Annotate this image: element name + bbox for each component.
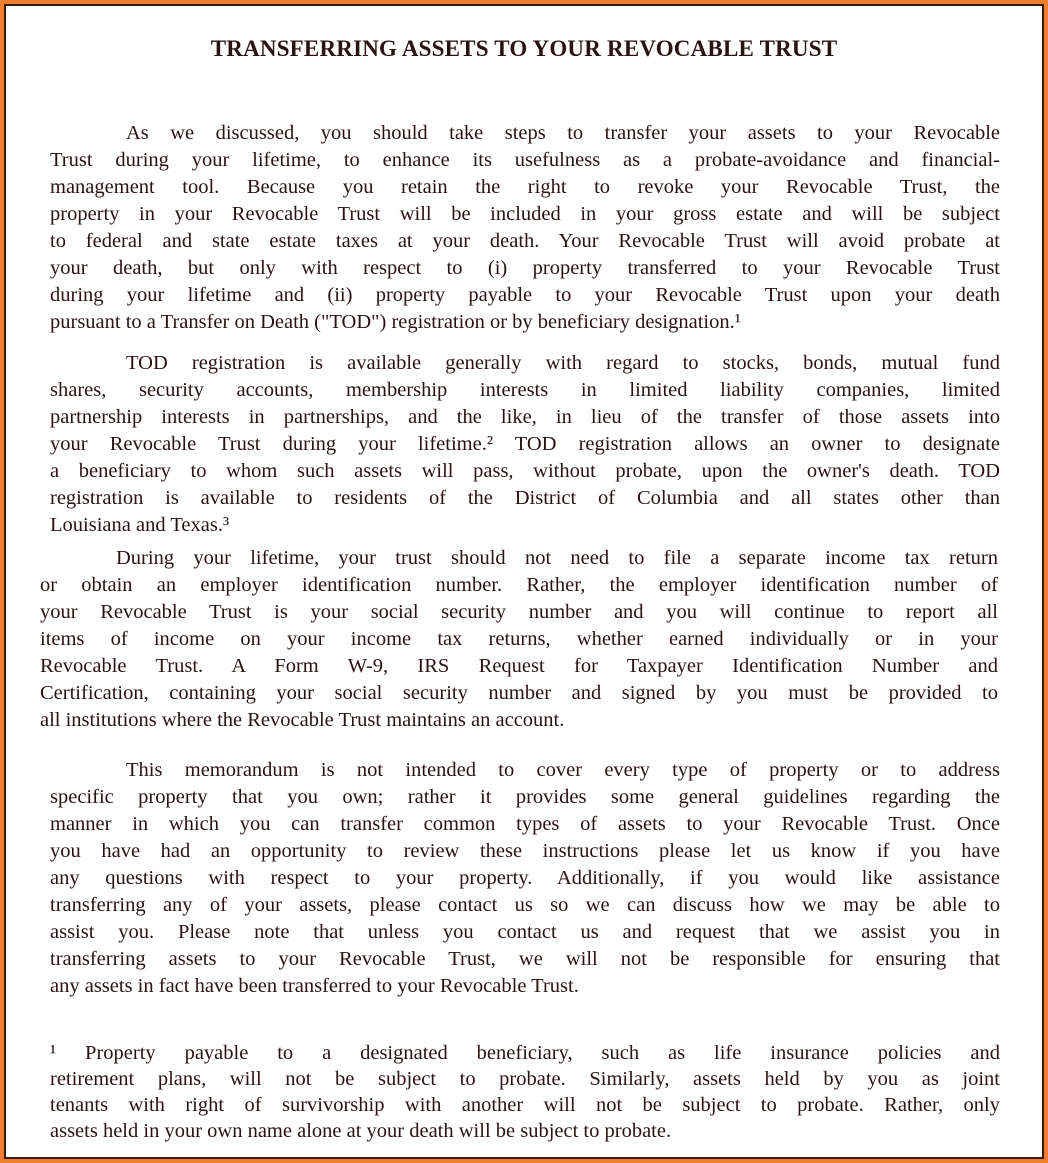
text-line: partnership interests in partnerships, and the like, in lieu of the transfer of those assets into <box>50 406 1000 428</box>
text-line: Certification, containing your social security number and signed by you must be provided to <box>40 682 998 704</box>
text-line: assist you. Please note that unless you contact us and request that we assist you in <box>50 921 1000 943</box>
text-line: Louisiana and Texas.³ <box>50 514 230 536</box>
text-line: During your lifetime, your trust should not need to file a separate income tax return <box>116 547 998 569</box>
text-line: you have had an opportunity to review these instructions please let us know if you have <box>50 840 1000 862</box>
text-line: This memorandum is not intended to cover every type of property or to address <box>126 759 1000 781</box>
paragraph-3 <box>40 545 998 734</box>
text-line: your Revocable Trust during your lifetime.² TOD registration allows an owner to designate <box>50 433 1000 455</box>
text-line: transferring any of your assets, please contact us so we can discuss how we may be able to <box>50 894 1000 916</box>
text-line: ¹ Property payable to a designated beneficiary, such as life insurance policies and <box>50 1042 1000 1064</box>
text-line: shares, security accounts, membership interests in limited liability companies, limited <box>50 379 1000 401</box>
text-line: all institutions where the Revocable Trust maintains an account. <box>40 709 565 731</box>
text-line: any questions with respect to your property. Additionally, if you would like assistance <box>50 867 1000 889</box>
text-line: pursuant to a Transfer on Death ("TOD") registration or by beneficiary designation.¹ <box>50 311 741 333</box>
text-line: transferring assets to your Revocable Trust, we will not be responsible for ensuring that <box>50 948 1000 970</box>
text-line: manner in which you can transfer common types of assets to your Revocable Trust. Once <box>50 813 1000 835</box>
document-title: TRANSFERRING ASSETS TO YOUR REVOCABLE TRUST <box>210 36 838 61</box>
paragraph-4 <box>50 757 1000 1000</box>
text-line: property in your Revocable Trust will be included in your gross estate and will be subject <box>50 203 1000 225</box>
text-line: As we discussed, you should take steps to transfer your assets to your Revocable <box>126 122 1000 144</box>
text-line: registration is available to residents of the District of Columbia and all states other than <box>50 487 1000 509</box>
text-line: assets held in your own name alone at your death will be subject to probate. <box>50 1120 672 1142</box>
text-line: specific property that you own; rather it provides some general guidelines regarding the <box>50 786 1000 808</box>
text-line: items of income on your income tax returns, whether earned individually or in your <box>40 628 998 650</box>
text-line: management tool. Because you retain the right to revoke your Revocable Trust, the <box>50 176 1000 198</box>
paragraph-2 <box>50 350 1000 539</box>
text-line: or obtain an employer identification number. Rather, the employer identification number of <box>40 574 998 596</box>
text-line: during your lifetime and (ii) property payable to your Revocable Trust upon your death <box>50 284 1000 306</box>
text-line: Trust during your lifetime, to enhance its usefulness as a probate-avoidance and financial- <box>50 149 1000 171</box>
text-line: Revocable Trust. A Form W-9, IRS Request for Taxpayer Identification Number and <box>40 655 998 677</box>
text-line: to federal and state estate taxes at your death. Your Revocable Trust will avoid probate at <box>50 230 1000 252</box>
text-line: tenants with right of survivorship with another will not be subject to probate. Rather, only <box>50 1094 1000 1116</box>
paragraph-1 <box>50 120 1000 336</box>
text-line: TOD registration is available generally with regard to stocks, bonds, mutual fund <box>126 352 1000 374</box>
text-line: your death, but only with respect to (i) property transferred to your Revocable Trust <box>50 257 1000 279</box>
text-line: any assets in fact have been transferred to your Revocable Trust. <box>50 975 579 997</box>
footnote-1 <box>50 1040 1000 1144</box>
document-page <box>4 4 1044 1159</box>
text-line: retirement plans, will not be subject to probate. Similarly, assets held by you as joint <box>50 1068 1000 1090</box>
text-line: your Revocable Trust is your social security number and you will continue to report all <box>40 601 998 623</box>
text-line: a beneficiary to whom such assets will pass, without probate, upon the owner's death. TOD <box>50 460 1000 482</box>
